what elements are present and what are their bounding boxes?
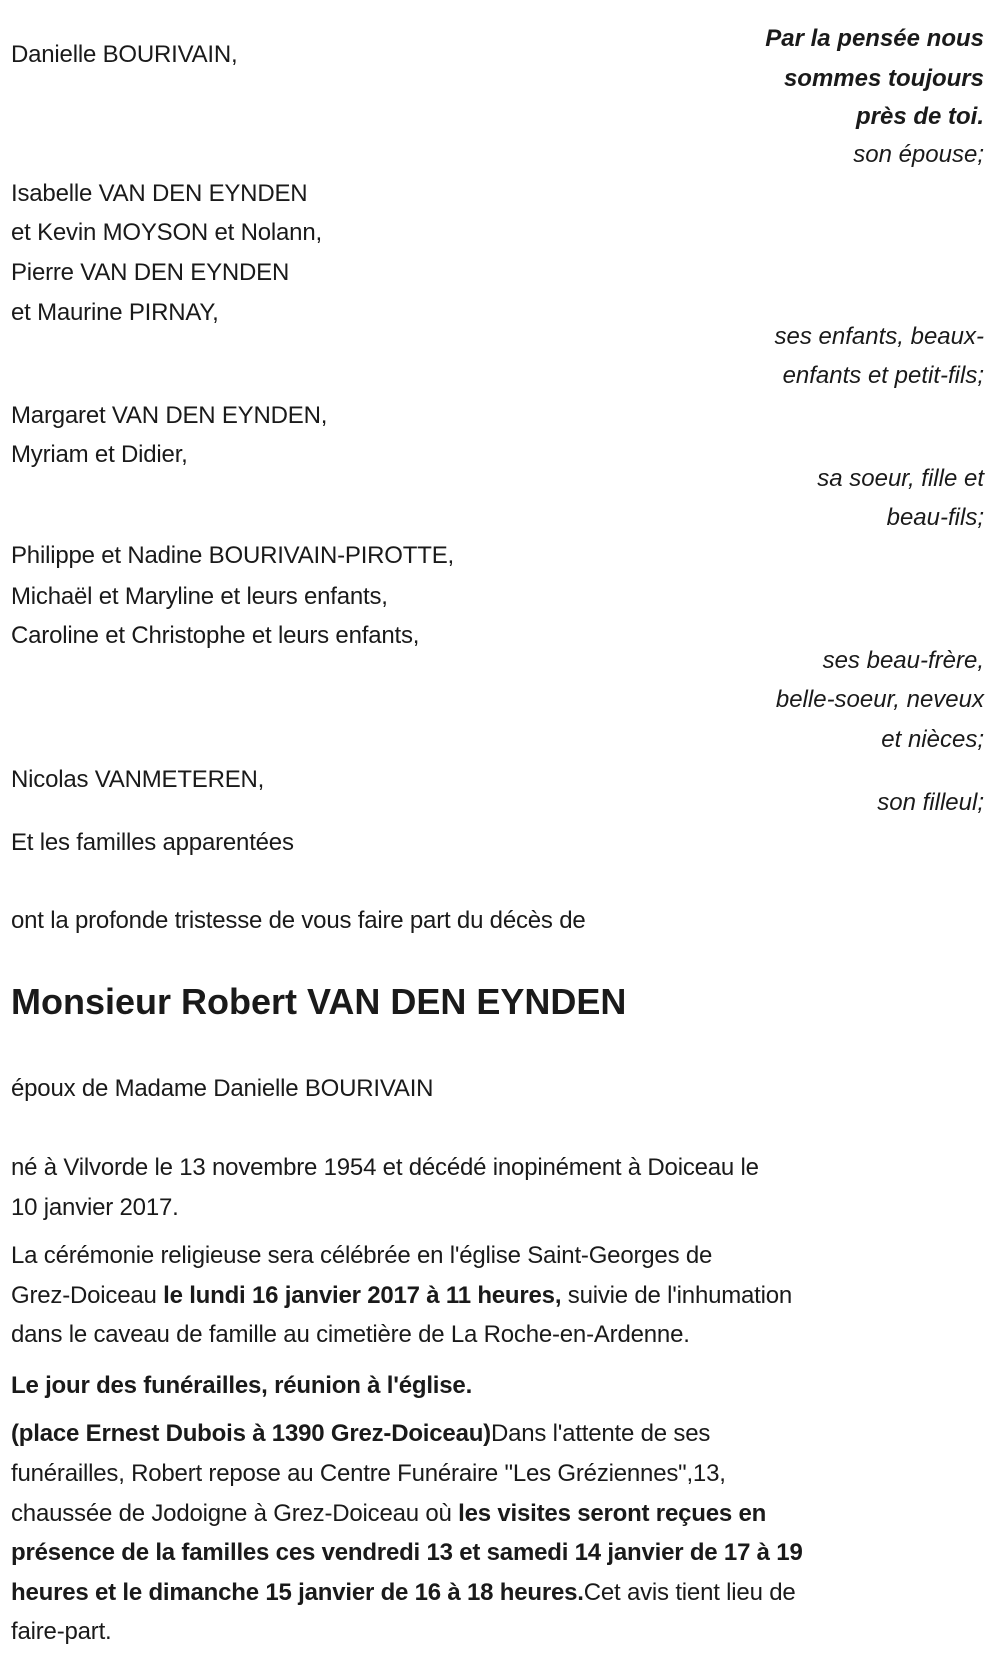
text-line [11, 823, 294, 863]
relation-label: et nièces; [881, 726, 984, 753]
text: suivie de l'inhumation [561, 1282, 793, 1309]
relation-label: sa soeur, fille et [817, 465, 984, 492]
text-line [11, 1573, 795, 1613]
epigraph-line: près de toi. [855, 103, 984, 130]
text: funérailles, Robert repose au Centre Funéraire "Les Gréziennes",13, [11, 1460, 726, 1487]
relation-label: belle-soeur, neveux [775, 686, 984, 713]
text: ont la profonde tristesse de vous faire part du décès de [11, 907, 586, 934]
text: Pierre VAN DEN EYNDEN [11, 259, 290, 286]
text-line [11, 1366, 472, 1406]
text: Danielle BOURIVAIN, [11, 41, 238, 68]
text-line [11, 435, 188, 475]
relation-label: son épouse; [853, 141, 984, 168]
text: et Maurine PIRNAY, [11, 299, 219, 326]
text: La cérémonie religieuse sera célébrée en l'église Saint-Georges de [11, 1242, 713, 1269]
text-line [11, 577, 388, 617]
text-line [11, 1069, 433, 1109]
text: faire-part. [11, 1618, 112, 1645]
text-line [11, 1533, 803, 1573]
text-line [11, 616, 419, 656]
bold-text: le lundi 16 janvier 2017 à 11 heures, [163, 1282, 562, 1309]
text-line [11, 1276, 792, 1316]
text-line [11, 1188, 179, 1228]
epigraph-line: Par la pensée nous [765, 25, 984, 52]
bold-text: Le jour des funérailles, réunion à l'église. [11, 1372, 473, 1399]
text-line [11, 1454, 726, 1494]
epigraph-line: sommes toujours [783, 65, 984, 92]
text: dans le caveau de famille au cimetière de La Roche-en-Ardenne. [11, 1321, 690, 1348]
text-line [11, 1315, 690, 1355]
bold-text: (place Ernest Dubois à 1390 Grez-Doiceau) [11, 1420, 491, 1447]
text: Margaret VAN DEN EYNDEN, [11, 402, 328, 429]
bold-text: heures et le dimanche 15 janvier de 16 à 18 heures. [11, 1579, 584, 1606]
text: Grez-Doiceau [11, 1282, 164, 1309]
text: Caroline et Christophe et leurs enfants, [11, 622, 420, 649]
text-line [11, 293, 219, 333]
deceased-name: Monsieur Robert VAN DEN EYNDEN [11, 981, 627, 1022]
relation-label: ses enfants, beaux- [774, 323, 984, 350]
text: Philippe et Nadine BOURIVAIN-PIROTTE, [11, 542, 454, 569]
text: époux de Madame Danielle BOURIVAIN [11, 1075, 434, 1102]
text: 10 janvier 2017. [11, 1194, 179, 1221]
text: chaussée de Jodoigne à Grez-Doiceau où [11, 1500, 459, 1527]
text: Myriam et Didier, [11, 441, 188, 468]
text: Dans l'attente de ses [490, 1420, 711, 1447]
text: né à Vilvorde le 13 novembre 1954 et décédé inopinément à Doiceau le [11, 1154, 759, 1181]
text: Michaël et Maryline et leurs enfants, [11, 583, 388, 610]
text: Et les familles apparentées [11, 829, 294, 856]
text-line [11, 1494, 766, 1534]
relation-label: son filleul; [877, 789, 984, 816]
text-line [11, 1236, 712, 1276]
text: Cet avis tient lieu de [583, 1579, 796, 1606]
text-line [11, 253, 289, 293]
relation-label: beau-fils; [886, 504, 984, 531]
text-line [11, 396, 327, 436]
text-line [11, 760, 264, 800]
text: Isabelle VAN DEN EYNDEN [11, 180, 308, 207]
text-line [11, 901, 586, 941]
bold-text: les visites seront reçues en [458, 1500, 767, 1527]
text-line [11, 1414, 710, 1454]
relation-label: enfants et petit-fils; [782, 362, 984, 389]
text-line [11, 174, 307, 214]
text-line [11, 1612, 112, 1652]
relation-label: ses beau-frère, [822, 647, 984, 674]
text: et Kevin MOYSON et Nolann, [11, 219, 322, 246]
text: Nicolas VANMETEREN, [11, 766, 265, 793]
text-line [11, 213, 322, 253]
text-line [11, 35, 238, 75]
bold-text: présence de la familles ces vendredi 13 et samedi 14 janvier de 17 à 19 [11, 1539, 803, 1566]
text-line [11, 536, 454, 576]
text-line [11, 1148, 759, 1188]
